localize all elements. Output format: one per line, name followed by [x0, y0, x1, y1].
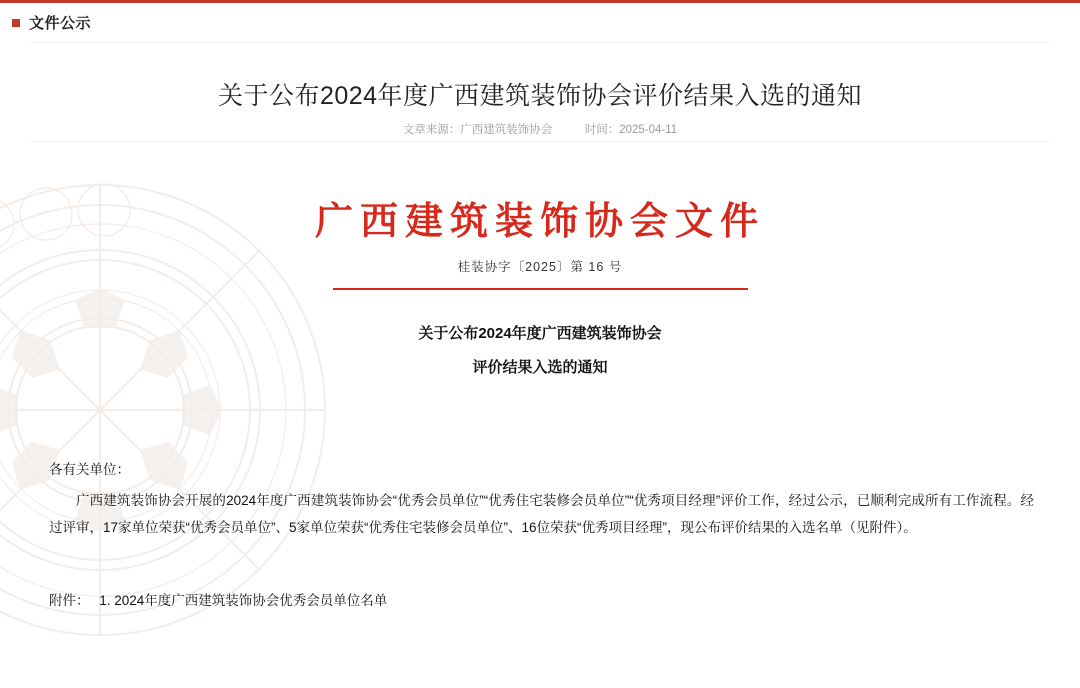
document-salutation: 各有关单位： — [49, 461, 130, 477]
breadcrumb — [0, 3, 1080, 42]
article-header — [30, 42, 1050, 142]
article-time: 时间：2025-04-11 — [584, 124, 678, 136]
document-subject-line-1: 关于公布2024年度广西建筑装饰协会 — [418, 324, 662, 342]
page-title: 关于公布2024年度广西建筑装饰协会评价结果入选的通知 — [217, 82, 863, 110]
article-source: 文章来源：广西建筑装饰协会 — [402, 124, 553, 136]
document-number: 桂装协字〔2025〕第 16 号 — [457, 259, 623, 274]
document-subject-line-2: 评价结果入选的通知 — [472, 359, 608, 377]
attachment-item-1[interactable]: 1. 2024年度广西建筑装饰协会优秀会员单位名单 — [99, 592, 388, 608]
masthead-red-rule — [333, 288, 748, 290]
document-masthead — [30, 142, 1050, 290]
attachment-label: 附件： — [49, 592, 90, 608]
document-body — [30, 142, 1050, 688]
breadcrumb-label[interactable]: 文件公示 — [29, 15, 92, 32]
article-meta — [30, 121, 1050, 137]
masthead-title: 广西建筑装饰协会文件 — [314, 201, 765, 243]
document-subject — [30, 317, 1050, 386]
document-attachments — [30, 589, 1050, 609]
square-bullet-icon — [12, 19, 20, 27]
document-paragraph: 广西建筑装饰协会开展的2024年度广西建筑装饰协会“优秀会员单位”“优秀住宅装修会员单位”“优秀项目经理”评价工作，经过公示，已顺利完成所有工作流程。经过评审，17家单位荣获“优秀会员单位”、5家单位荣获“优秀住宅装修会员单位”、16位荣获“优秀项目经理”，现公布评价结果的入选名单（见附件）。 — [49, 492, 1034, 535]
